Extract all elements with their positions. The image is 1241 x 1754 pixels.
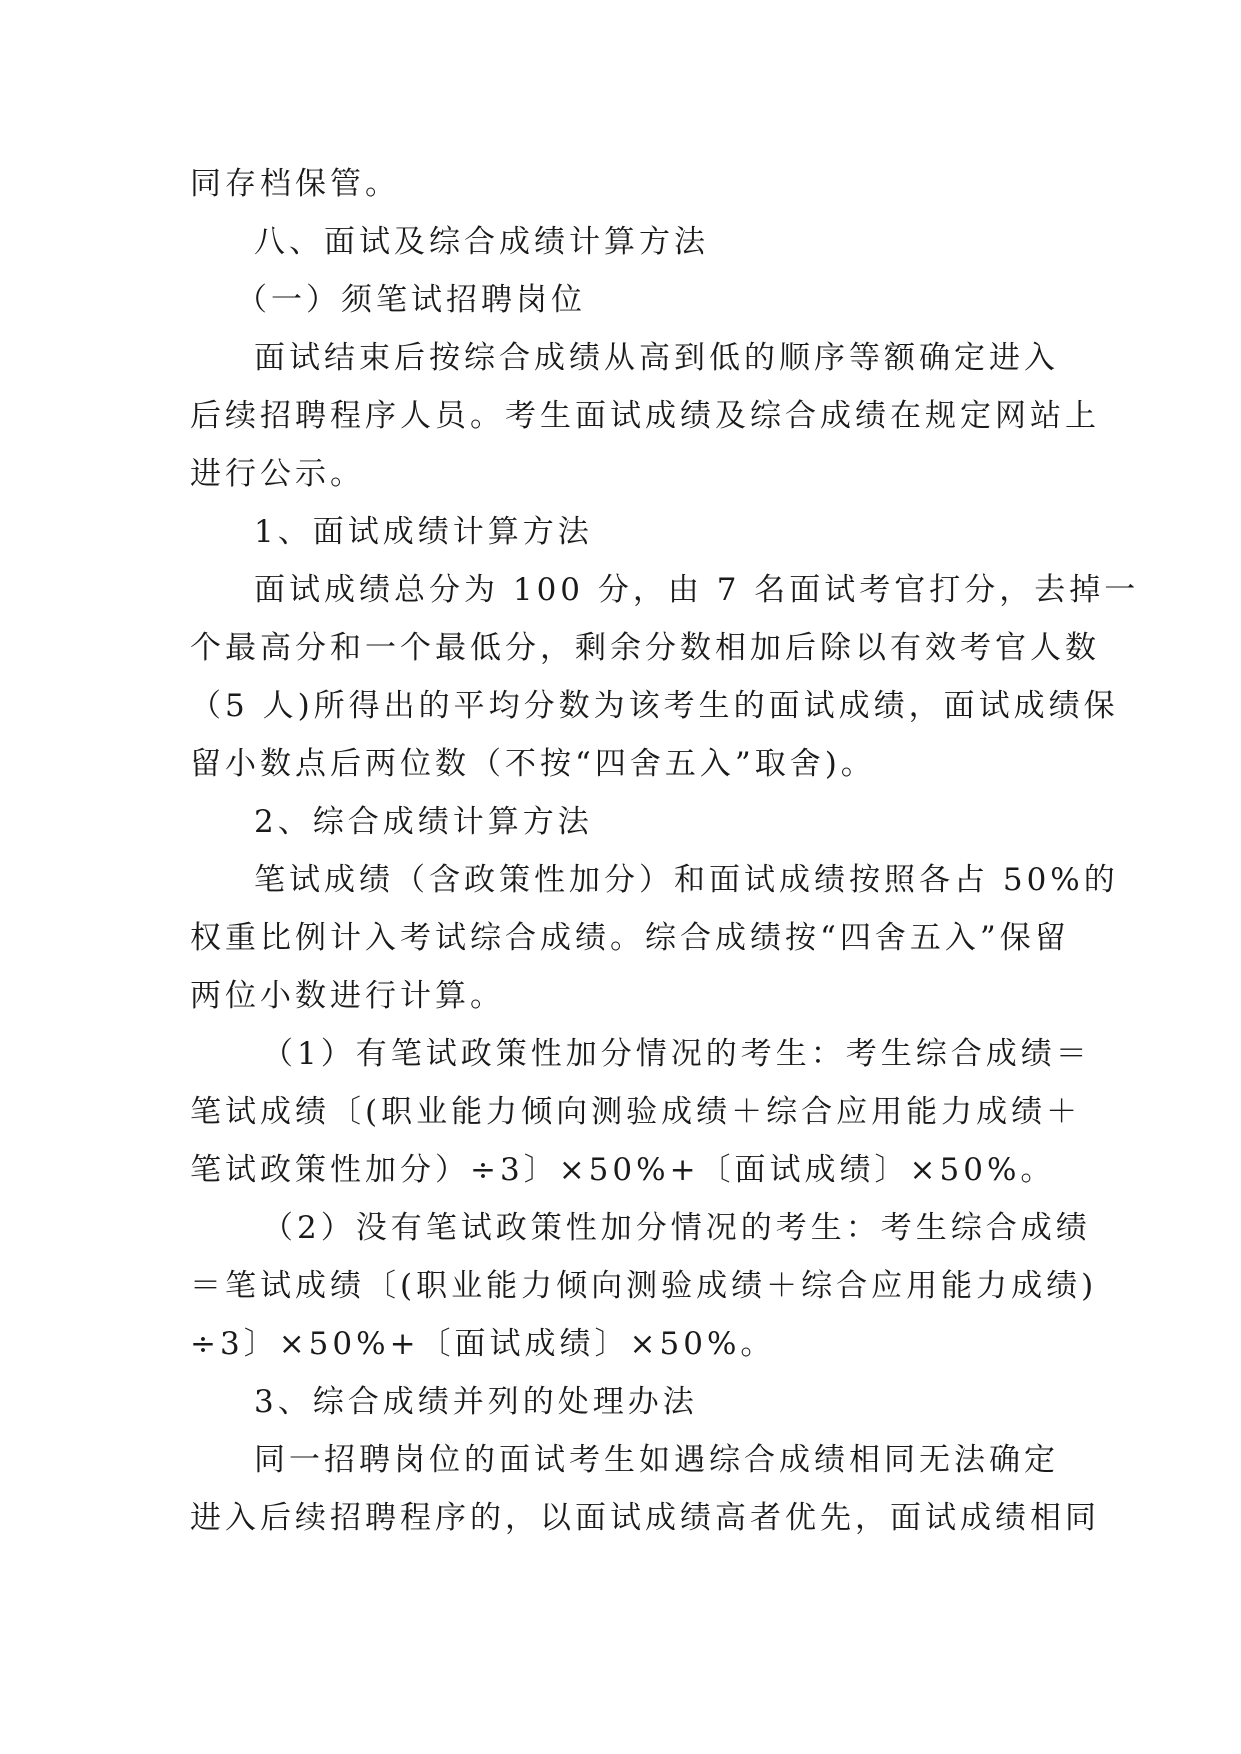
paragraph-line: 权重比例计入考试综合成绩。综合成绩按“四舍五入”保留 [190, 920, 1070, 956]
paragraph-line: 个最高分和一个最低分，剩余分数相加后除以有效考官人数 [190, 630, 1100, 666]
paragraph-line: 面试结束后按综合成绩从高到低的顺序等额确定进入 [254, 340, 1059, 376]
paragraph-line: 进行公示。 [190, 456, 365, 492]
formula-line: 笔试成绩〔(职业能力倾向测验成绩＋综合应用能力成绩＋ [190, 1094, 1082, 1130]
subsection-heading: （一）须笔试招聘岗位 [236, 282, 586, 318]
paragraph-line: 进入后续招聘程序的，以面试成绩高者优先，面试成绩相同 [190, 1500, 1100, 1536]
item-heading: 1、面试成绩计算方法 [254, 514, 593, 550]
formula-line: （2）没有笔试政策性加分情况的考生：考生综合成绩 [262, 1210, 1091, 1246]
formula-line: ÷3〕×50%+〔面试成绩〕×50%。 [190, 1326, 776, 1362]
paragraph-line: 面试成绩总分为 100 分，由 7 名面试考官打分，去掉一 [254, 572, 1140, 608]
formula-line: ＝笔试成绩〔(职业能力倾向测验成绩＋综合应用能力成绩) [190, 1268, 1098, 1304]
paragraph-line: 两位小数进行计算。 [190, 978, 505, 1014]
paragraph-line: 同一招聘岗位的面试考生如遇综合成绩相同无法确定 [254, 1442, 1059, 1478]
paragraph-line: 留小数点后两位数（不按“四舍五入”取舍)。 [190, 746, 876, 782]
paragraph-continuation: 同存档保管。 [190, 166, 400, 202]
paragraph-line: （5 人)所得出的平均分数为该考生的面试成绩，面试成绩保 [190, 688, 1119, 724]
section-heading: 八、面试及综合成绩计算方法 [254, 224, 709, 260]
paragraph-line: 后续招聘程序人员。考生面试成绩及综合成绩在规定网站上 [190, 398, 1100, 434]
document-body [190, 155, 1140, 1547]
formula-line: （1）有笔试政策性加分情况的考生：考生综合成绩＝ [262, 1036, 1091, 1072]
paragraph-line: 笔试成绩（含政策性加分）和面试成绩按照各占 50%的 [254, 862, 1119, 898]
item-heading: 3、综合成绩并列的处理办法 [254, 1384, 698, 1420]
formula-line: 笔试政策性加分）÷3〕×50%+〔面试成绩〕×50%。 [190, 1152, 1056, 1188]
item-heading: 2、综合成绩计算方法 [254, 804, 593, 840]
